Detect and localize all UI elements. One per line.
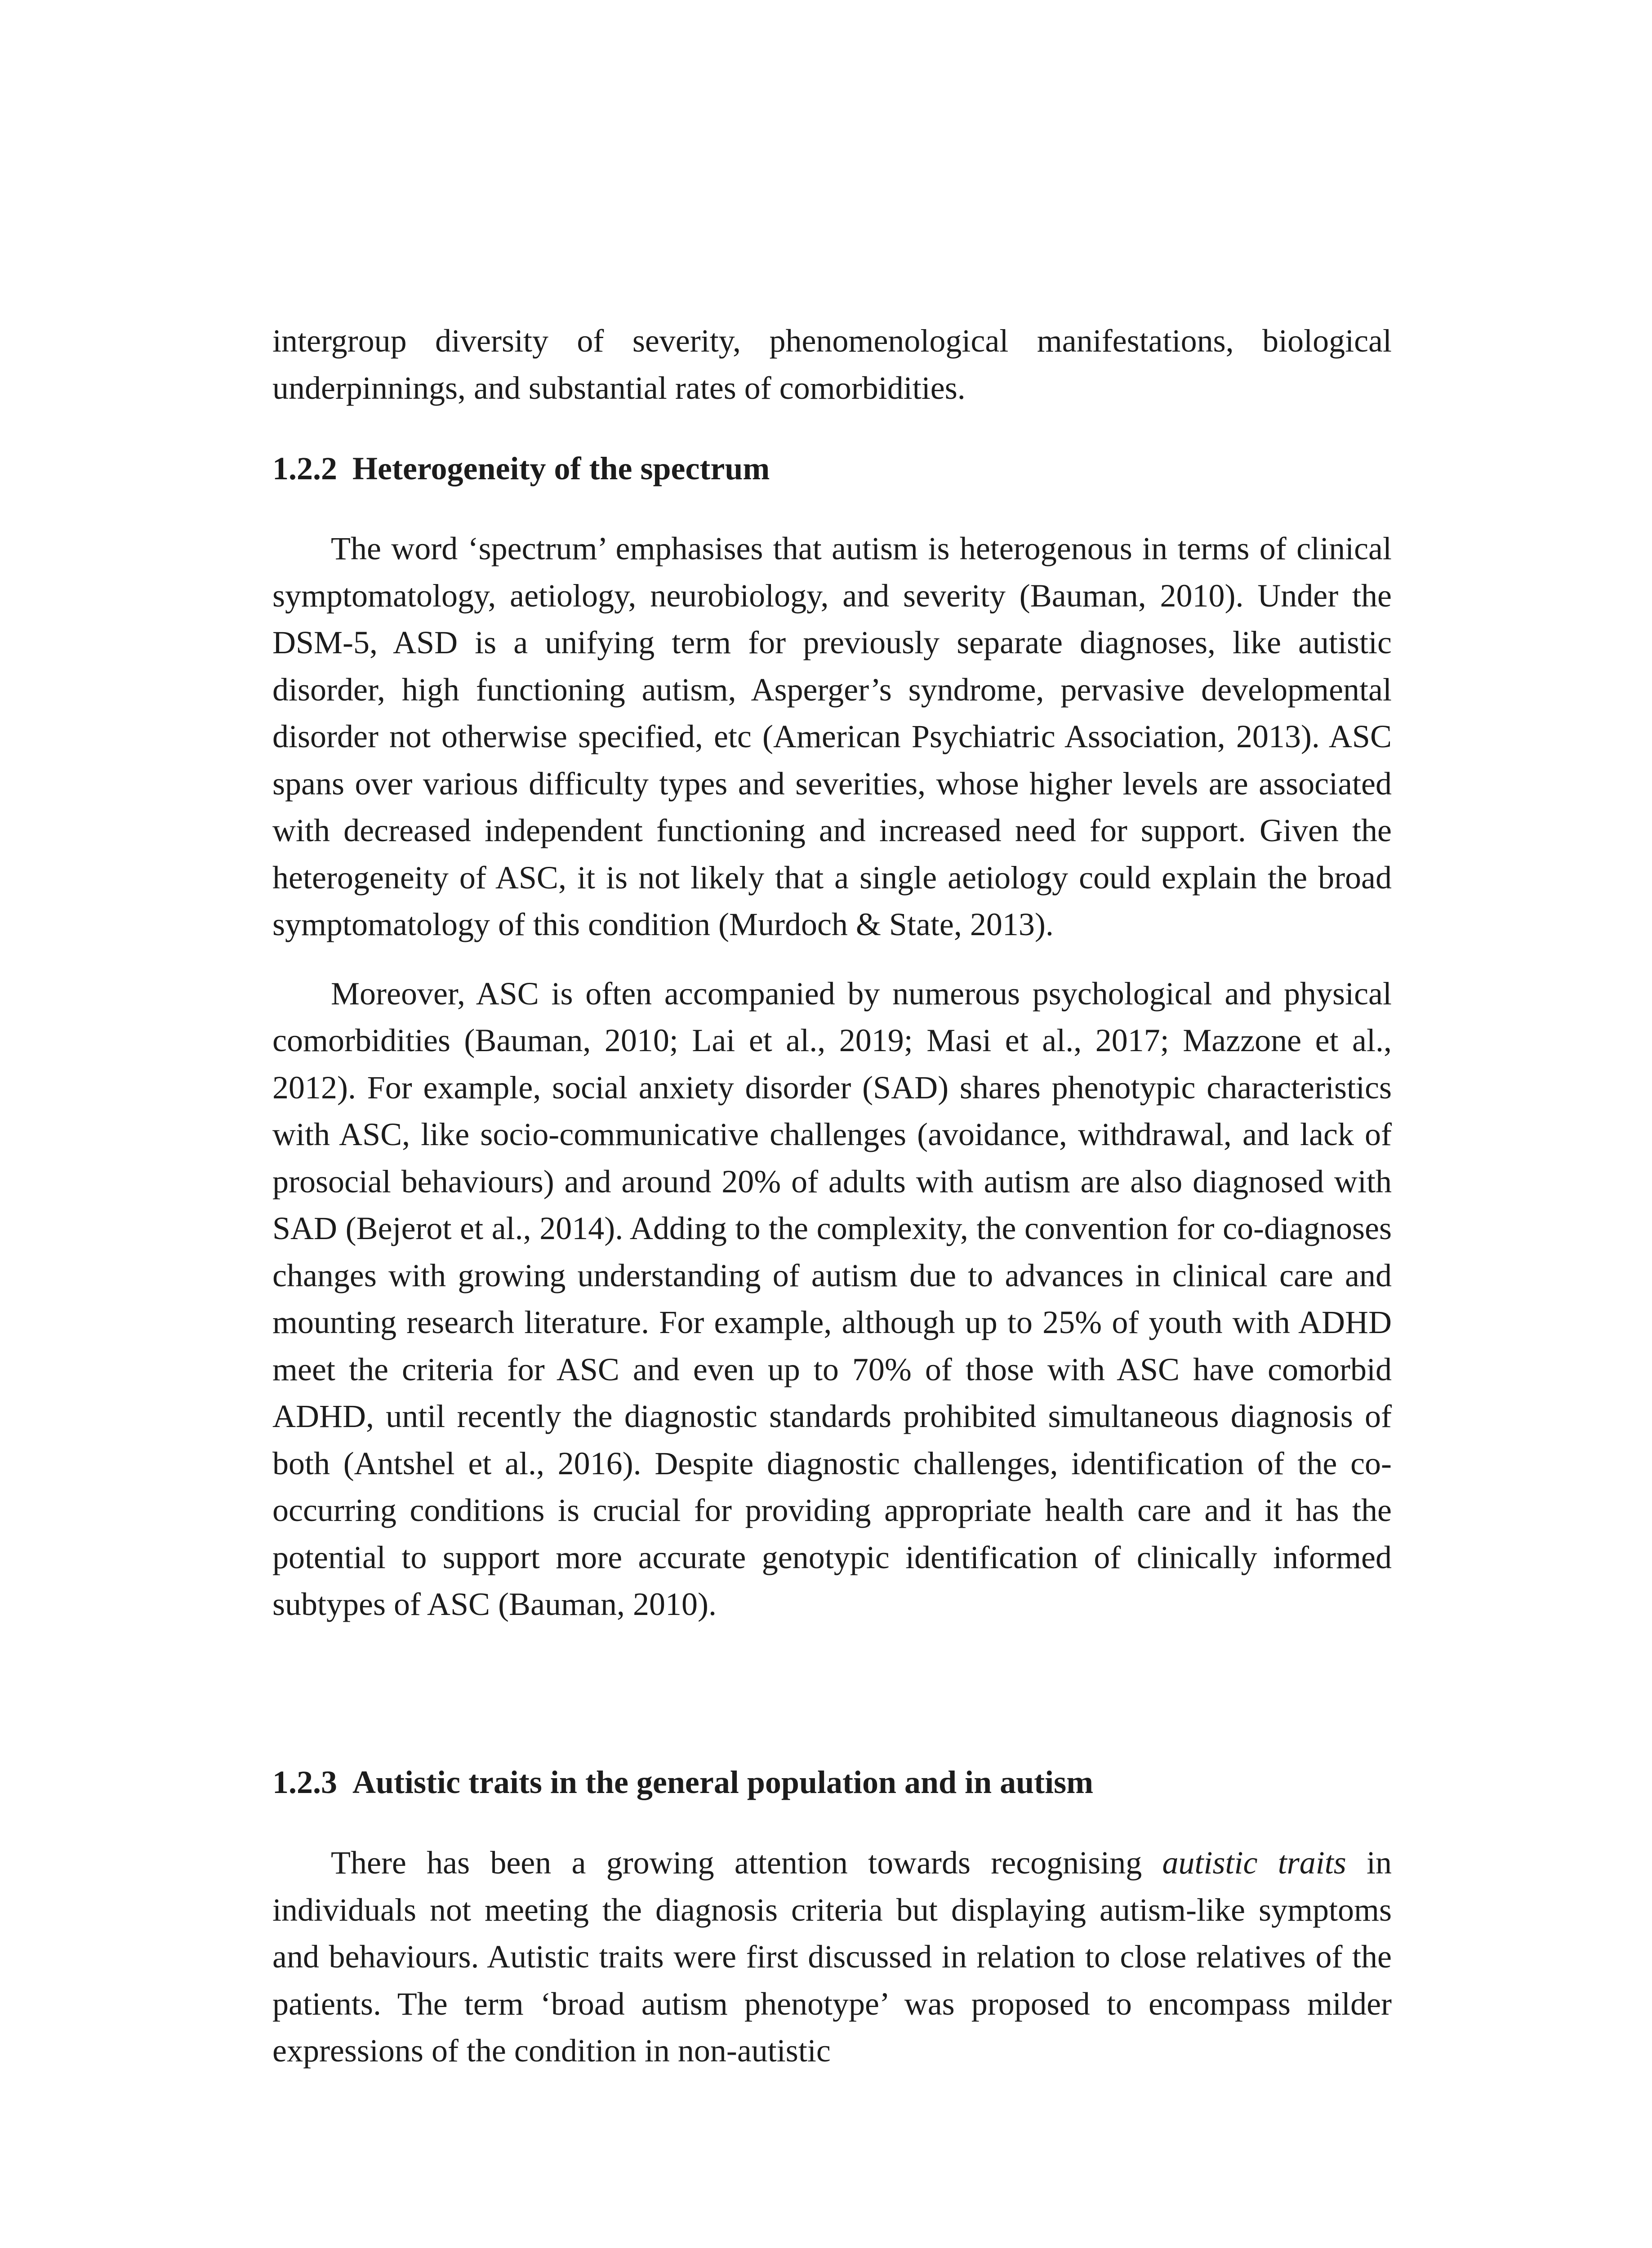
section-1-2-2-body	[272, 525, 1392, 1628]
section-number: 1.2.2	[272, 450, 337, 486]
body-paragraph: Moreover, ASC is often accompanied by numerous psychological and physical comorbidities (Bauman, 2010; Lai et al., 2019; Masi et al., 2017; Mazzone et al., 2012). For example, social anxiety disorder (SAD) shares phenotypic characteristics with ASC, like socio-communicative challenges (avoidance, withdrawal, and lack of prosocial behaviours) and around 20% of adults with autism are also diagnosed with SAD (Bejerot et al., 2014). Adding to the complexity, the convention for co-diagnoses changes with growing understanding of autism due to advances in clinical care and mounting research literature. For example, although up to 25% of youth with ADHD meet the criteria for ASC and even up to 70% of those with ASC have comorbid ADHD, until recently the diagnostic standards prohibited simultaneous diagnosis of both (Antshel et al., 2016). Despite diagnostic challenges, identification of the co-occurring conditions is crucial for providing appropriate health care and it has the potential to support more accurate genotypic identification of clinically informed subtypes of ASC (Bauman, 2010).	[272, 975, 1392, 1622]
section-heading-1-2-3	[272, 1759, 1392, 1806]
section-heading-1-2-2	[272, 445, 1392, 492]
section-title: Autistic traits in the general population and in autism	[352, 1764, 1094, 1800]
section-1-2-3-body	[272, 1839, 1392, 2074]
body-paragraph: The word ‘spectrum’ emphasises that autism is heterogenous in terms of clinical symptomatology, aetiology, neurobiology, and severity (Bauman, 2010). Under the DSM-5, ASD is a unifying term for previously separate diagnoses, like autistic disorder, high functioning autism, Asperger’s syndrome, pervasive developmental disorder not otherwise specified, etc (American Psychiatric Association, 2013). ASC spans over various difficulty types and severities, whose higher levels are associated with decreased independent functioning and increased need for support. Given the heterogeneity of ASC, it is not likely that a single aetiology could explain the broad symptomatology of this condition (Murdoch & State, 2013).	[272, 531, 1392, 942]
body-paragraph	[272, 1839, 1392, 2074]
paragraph-text: in individuals not meeting the diagnosis criteria but displaying autism-like symptoms and behaviours. Autistic traits were first discussed in relation to close relatives of the patients. The term ‘broad autism phenotype’ was proposed to encompass milder expressions of the condition in non-autistic	[272, 1845, 1392, 2069]
paragraph-text: There has been a growing attention towards recognising	[331, 1845, 1162, 1881]
section-title: Heterogeneity of the spectrum	[352, 450, 770, 486]
emphasized-term: autistic traits	[1162, 1845, 1346, 1881]
section-number: 1.2.3	[272, 1764, 337, 1800]
intro-paragraph: intergroup diversity of severity, phenomenological manifestations, biological underpinnings, and substantial rates of comorbidities.	[272, 323, 1392, 406]
intro-paragraph-block	[272, 317, 1392, 411]
